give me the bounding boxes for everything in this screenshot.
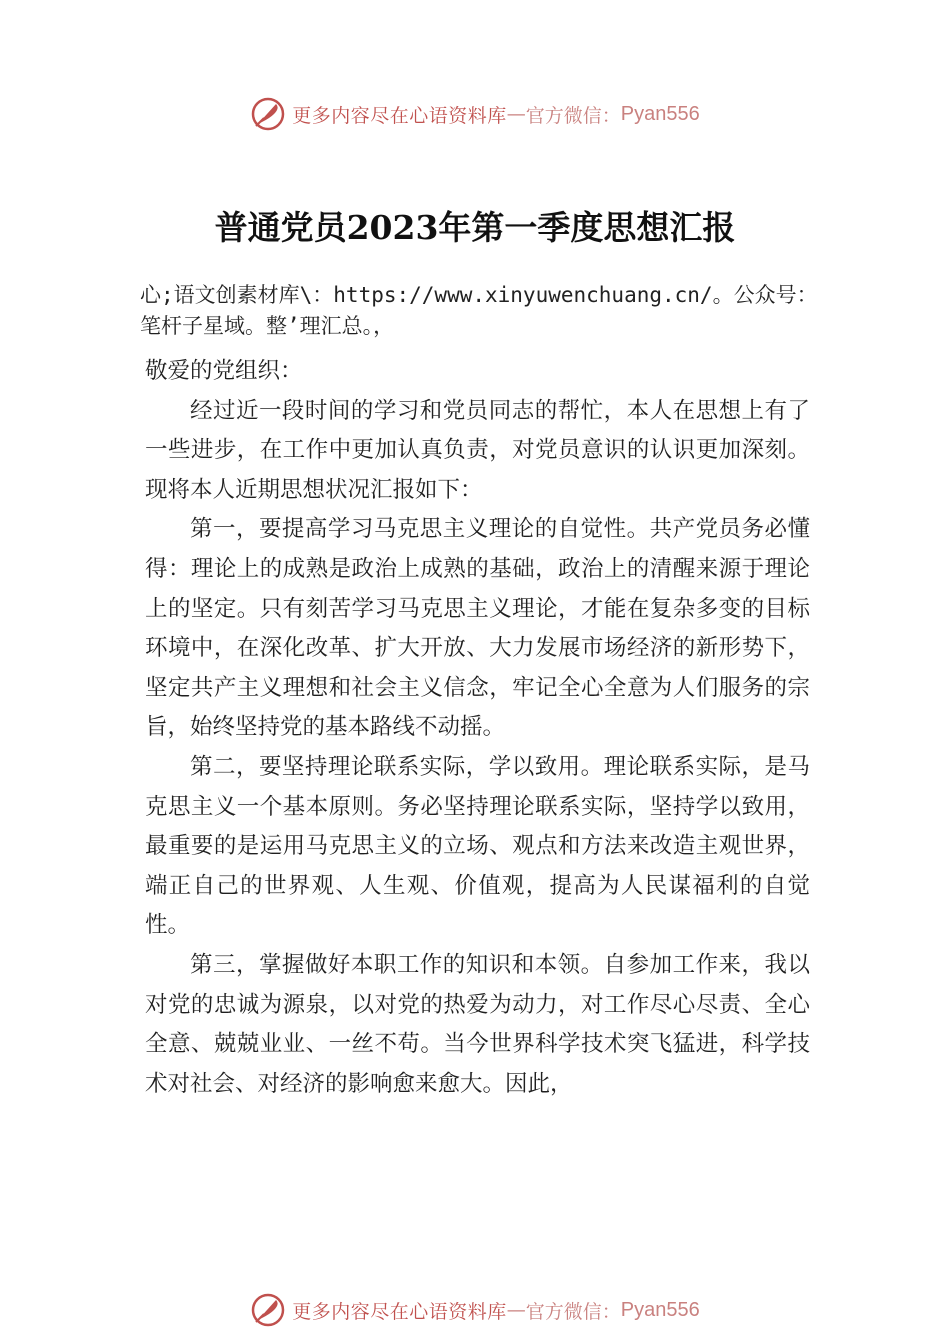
footer-banner [0, 1290, 950, 1330]
header-banner [0, 94, 950, 134]
banner-wechat-id: Pyan556 [620, 102, 700, 125]
paragraph-1: 经过近一段时间的学习和党员同志的帮忙，本人在思想上有了一些进步，在工作中更加认真负责，对党员意识的认识更加深刻。现将本人近期思想状况汇报如下： [145, 397, 810, 503]
document-title: 普通党员2023年第一季度思想汇报 [214, 208, 736, 247]
footer-brand-text: 更多内容尽在心语资料库 [292, 1300, 507, 1323]
footer-wechat-id: Pyan556 [620, 1298, 700, 1321]
paragraph-2: 第一，要提高学习马克思主义理论的自觉性。共产党员务必懂得：理论上的成熟是政治上成熟的基础，政治上的清醒来源于理论上的坚定。只有刻苦学习马克思主义理论，才能在复杂多变的目标环境中，在深化改革、扩大开放、大力发展市场经济的新形势下，坚定共产主义理想和社会主义信念，牢记全心全意为人们服务的宗旨，始终坚持党的基本路线不动摇。 [145, 516, 810, 741]
footer-wechat-label: 官方微信： [525, 1300, 621, 1323]
source-line: 心;语文创素材库\：https://www.xinyuwenchuang.cn/。公众号：笔杆子星域。整’理汇总。， [140, 283, 818, 338]
quill-circle-logo-icon [250, 1292, 286, 1328]
paragraph-3: 第二，要坚持理论联系实际，学以致用。理论联系实际，是马克思主义一个基本原则。务必坚持理论联系实际，坚持学以致用，最重要的是运用马克思主义的立场、观点和方法来改造主观世界，端正自己的世界观、人生观、价值观，提高为人民谋福利的自觉性。 [145, 753, 810, 939]
paragraph-4: 第三，掌握做好本职工作的知识和本领。自参加工作来，我以对党的忠诚为源泉，以对党的热爱为动力，对工作尽心尽责、全心全意、兢兢业业、一丝不苟。当今世界科学技术突飞猛进，科学技术对社会、对经济的影响愈来愈大。因此， [145, 951, 810, 1097]
quill-circle-logo-icon [250, 96, 286, 132]
footer-dash: — [506, 1299, 526, 1321]
banner-brand-text: 更多内容尽在心语资料库 [292, 104, 507, 127]
banner-dash: — [506, 103, 526, 125]
salutation: 敬爱的党组织： [145, 358, 303, 384]
banner-wechat-label: 官方微信： [525, 104, 621, 127]
document-body [145, 352, 810, 1104]
